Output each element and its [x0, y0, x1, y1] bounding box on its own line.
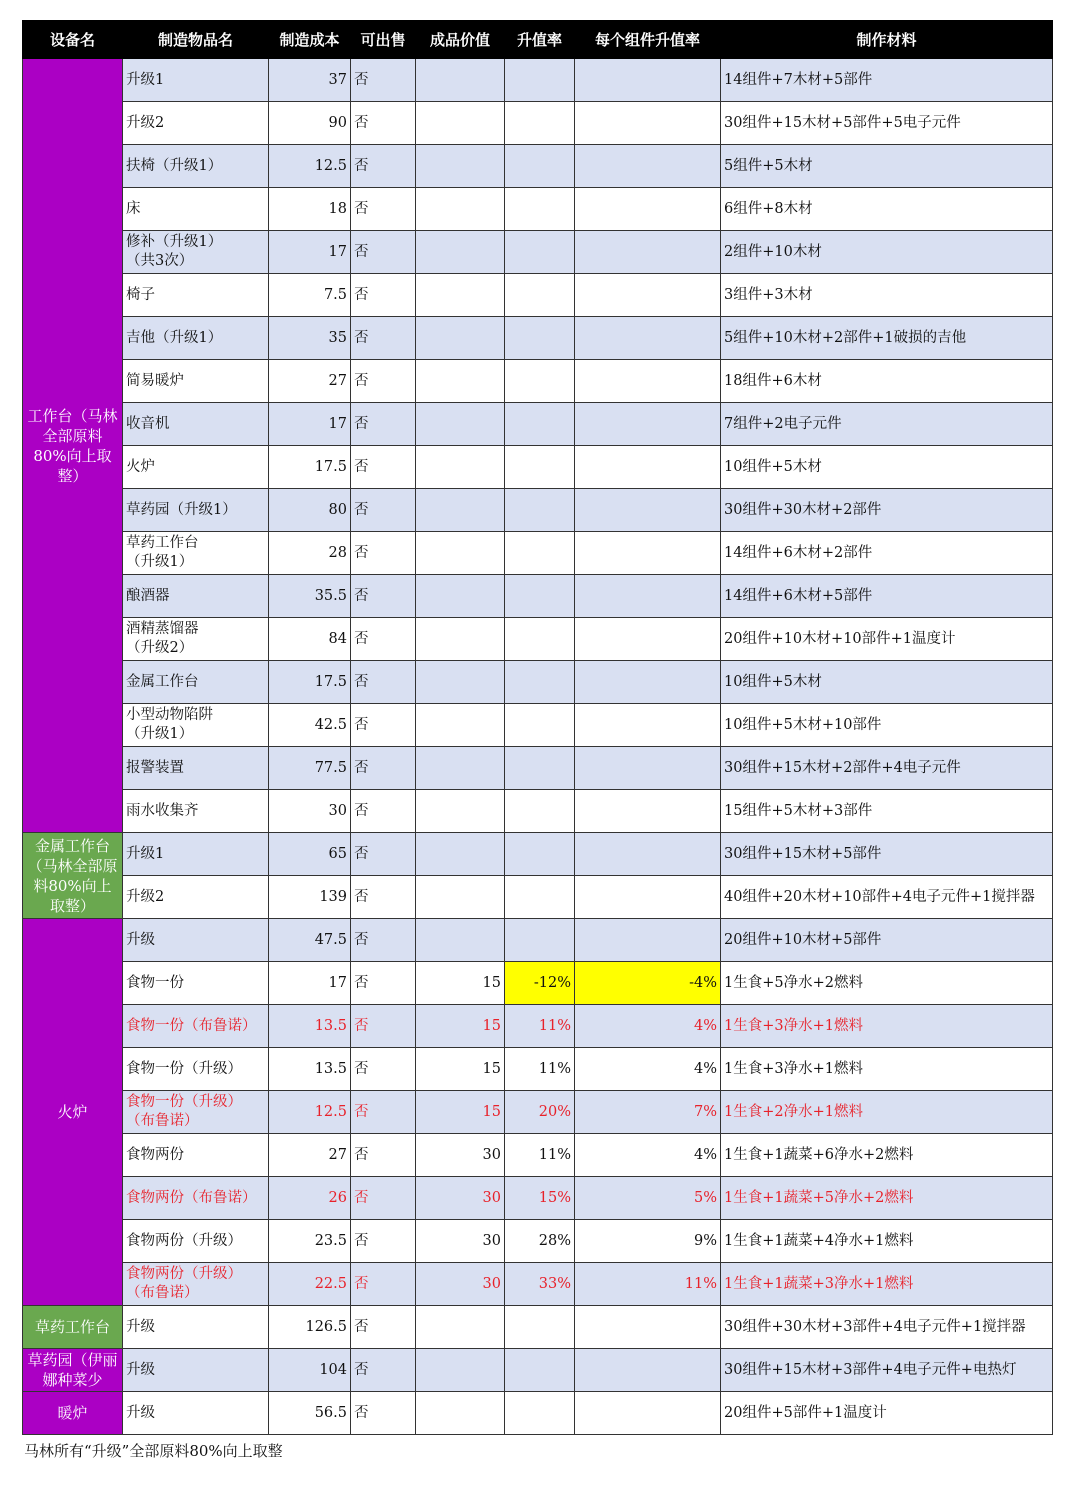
table-row: [23, 1177, 1053, 1220]
materials-cell: 1生食+1蔬菜+6净水+2燃料: [721, 1134, 1053, 1177]
sellable-cell: 否: [351, 1306, 416, 1349]
rate-cell: [505, 1306, 575, 1349]
sellable-cell: 否: [351, 618, 416, 661]
table-row: [23, 145, 1053, 188]
table-row: [23, 1091, 1053, 1134]
crafting-table-container: [22, 20, 1052, 1435]
table-row: [23, 1134, 1053, 1177]
per-component-rate-cell: 5%: [575, 1177, 721, 1220]
cost-cell: 22.5: [269, 1263, 351, 1306]
materials-cell: 3组件+3木材: [721, 274, 1053, 317]
table-row: [23, 1392, 1053, 1435]
materials-cell: 5组件+5木材: [721, 145, 1053, 188]
table-row: [23, 962, 1053, 1005]
device-group-cell: 金属工作台（马林全部原料80%向上取整）: [23, 833, 123, 919]
per-component-rate-cell: [575, 1306, 721, 1349]
header-rate: 升值率: [505, 21, 575, 59]
header-cost: 制造成本: [269, 21, 351, 59]
table-row: [23, 360, 1053, 403]
cost-cell: 42.5: [269, 704, 351, 747]
header-value: 成品价值: [416, 21, 505, 59]
cost-cell: 28: [269, 532, 351, 575]
sellable-cell: 否: [351, 317, 416, 360]
sellable-cell: 否: [351, 833, 416, 876]
table-row: [23, 747, 1053, 790]
cost-cell: 104: [269, 1349, 351, 1392]
device-group-cell: 草药园（伊丽娜种菜少: [23, 1349, 123, 1392]
item-name-cell: 升级1: [123, 59, 269, 102]
item-name-cell: 升级: [123, 1306, 269, 1349]
materials-cell: 1生食+2净水+1燃料: [721, 1091, 1053, 1134]
value-cell: [416, 360, 505, 403]
table-row: [23, 1349, 1053, 1392]
cost-cell: 13.5: [269, 1005, 351, 1048]
materials-cell: 1生食+1蔬菜+4净水+1燃料: [721, 1220, 1053, 1263]
value-cell: [416, 790, 505, 833]
crafting-table: [22, 20, 1053, 1435]
materials-cell: 2组件+10木材: [721, 231, 1053, 274]
table-row: [23, 1220, 1053, 1263]
sellable-cell: 否: [351, 403, 416, 446]
rate-cell: 11%: [505, 1048, 575, 1091]
cost-cell: 12.5: [269, 1091, 351, 1134]
value-cell: [416, 919, 505, 962]
sellable-cell: 否: [351, 145, 416, 188]
per-component-rate-cell: [575, 618, 721, 661]
value-cell: [416, 532, 505, 575]
rate-cell: [505, 661, 575, 704]
sellable-cell: 否: [351, 1048, 416, 1091]
per-component-rate-cell: [575, 446, 721, 489]
item-name-cell: 食物两份（升级） （布鲁诺）: [123, 1263, 269, 1306]
materials-cell: 14组件+7木材+5部件: [721, 59, 1053, 102]
sellable-cell: 否: [351, 962, 416, 1005]
sellable-cell: 否: [351, 446, 416, 489]
item-name-cell: 升级2: [123, 102, 269, 145]
value-cell: [416, 317, 505, 360]
sellable-cell: 否: [351, 1134, 416, 1177]
cost-cell: 13.5: [269, 1048, 351, 1091]
materials-cell: 1生食+3净水+1燃料: [721, 1048, 1053, 1091]
materials-cell: 5组件+10木材+2部件+1破损的吉他: [721, 317, 1053, 360]
per-component-rate-cell: [575, 919, 721, 962]
materials-cell: 20组件+5部件+1温度计: [721, 1392, 1053, 1435]
sellable-cell: 否: [351, 1177, 416, 1220]
rate-cell: 33%: [505, 1263, 575, 1306]
item-name-cell: 椅子: [123, 274, 269, 317]
table-row: [23, 876, 1053, 919]
value-cell: [416, 403, 505, 446]
materials-cell: 1生食+1蔬菜+3净水+1燃料: [721, 1263, 1053, 1306]
cost-cell: 37: [269, 59, 351, 102]
materials-cell: 30组件+15木材+5部件: [721, 833, 1053, 876]
cost-cell: 139: [269, 876, 351, 919]
rate-cell: -12%: [505, 962, 575, 1005]
sellable-cell: 否: [351, 59, 416, 102]
table-row: [23, 575, 1053, 618]
header-item: 制造物品名: [123, 21, 269, 59]
cost-cell: 26: [269, 1177, 351, 1220]
sellable-cell: 否: [351, 704, 416, 747]
sellable-cell: 否: [351, 919, 416, 962]
table-row: [23, 1306, 1053, 1349]
rate-cell: 15%: [505, 1177, 575, 1220]
sellable-cell: 否: [351, 575, 416, 618]
sellable-cell: 否: [351, 274, 416, 317]
rate-cell: [505, 274, 575, 317]
item-name-cell: 简易暖炉: [123, 360, 269, 403]
materials-cell: 20组件+10木材+5部件: [721, 919, 1053, 962]
per-component-rate-cell: 7%: [575, 1091, 721, 1134]
item-name-cell: 金属工作台: [123, 661, 269, 704]
per-component-rate-cell: [575, 747, 721, 790]
cost-cell: 56.5: [269, 1392, 351, 1435]
rate-cell: [505, 145, 575, 188]
per-component-rate-cell: [575, 231, 721, 274]
rate-cell: [505, 876, 575, 919]
table-row: [23, 403, 1053, 446]
per-component-rate-cell: [575, 188, 721, 231]
device-group-cell: 火炉: [23, 919, 123, 1306]
per-component-rate-cell: 4%: [575, 1134, 721, 1177]
value-cell: [416, 489, 505, 532]
materials-cell: 10组件+5木材: [721, 661, 1053, 704]
materials-cell: 7组件+2电子元件: [721, 403, 1053, 446]
sellable-cell: 否: [351, 1392, 416, 1435]
item-name-cell: 报警装置: [123, 747, 269, 790]
item-name-cell: 修补（升级1） （共3次）: [123, 231, 269, 274]
item-name-cell: 床: [123, 188, 269, 231]
value-cell: [416, 747, 505, 790]
table-row: [23, 489, 1053, 532]
table-header: [23, 21, 1053, 59]
materials-cell: 30组件+15木材+2部件+4电子元件: [721, 747, 1053, 790]
value-cell: 15: [416, 1048, 505, 1091]
sellable-cell: 否: [351, 1349, 416, 1392]
value-cell: [416, 1392, 505, 1435]
sellable-cell: 否: [351, 876, 416, 919]
sellable-cell: 否: [351, 1091, 416, 1134]
value-cell: [416, 59, 505, 102]
rate-cell: [505, 919, 575, 962]
rate-cell: [505, 188, 575, 231]
rate-cell: [505, 489, 575, 532]
materials-cell: 30组件+30木材+2部件: [721, 489, 1053, 532]
value-cell: [416, 274, 505, 317]
cost-cell: 17: [269, 231, 351, 274]
table-row: [23, 1005, 1053, 1048]
per-component-rate-cell: [575, 59, 721, 102]
rate-cell: [505, 1392, 575, 1435]
materials-cell: 14组件+6木材+5部件: [721, 575, 1053, 618]
rate-cell: [505, 790, 575, 833]
materials-cell: 1生食+3净水+1燃料: [721, 1005, 1053, 1048]
value-cell: 15: [416, 962, 505, 1005]
item-name-cell: 食物一份: [123, 962, 269, 1005]
header-per-component-rate: 每个组件升值率: [575, 21, 721, 59]
item-name-cell: 升级: [123, 919, 269, 962]
item-name-cell: 食物两份: [123, 1134, 269, 1177]
sellable-cell: 否: [351, 747, 416, 790]
materials-cell: 30组件+15木材+5部件+5电子元件: [721, 102, 1053, 145]
item-name-cell: 草药园（升级1）: [123, 489, 269, 532]
cost-cell: 30: [269, 790, 351, 833]
cost-cell: 80: [269, 489, 351, 532]
sellable-cell: 否: [351, 1220, 416, 1263]
materials-cell: 40组件+20木材+10部件+4电子元件+1搅拌器: [721, 876, 1053, 919]
rate-cell: [505, 446, 575, 489]
rate-cell: 20%: [505, 1091, 575, 1134]
device-group-cell: 暖炉: [23, 1392, 123, 1435]
cost-cell: 47.5: [269, 919, 351, 962]
value-cell: 30: [416, 1220, 505, 1263]
item-name-cell: 火炉: [123, 446, 269, 489]
per-component-rate-cell: 9%: [575, 1220, 721, 1263]
sellable-cell: 否: [351, 360, 416, 403]
cost-cell: 90: [269, 102, 351, 145]
value-cell: [416, 102, 505, 145]
value-cell: [416, 1349, 505, 1392]
item-name-cell: 食物两份（升级）: [123, 1220, 269, 1263]
table-row: [23, 919, 1053, 962]
per-component-rate-cell: [575, 317, 721, 360]
per-component-rate-cell: 4%: [575, 1048, 721, 1091]
cost-cell: 35.5: [269, 575, 351, 618]
rate-cell: [505, 833, 575, 876]
table-row: [23, 532, 1053, 575]
rate-cell: [505, 1349, 575, 1392]
value-cell: [416, 833, 505, 876]
table-body: [23, 59, 1053, 1435]
item-name-cell: 扶椅（升级1）: [123, 145, 269, 188]
value-cell: [416, 188, 505, 231]
per-component-rate-cell: [575, 833, 721, 876]
materials-cell: 18组件+6木材: [721, 360, 1053, 403]
per-component-rate-cell: [575, 1349, 721, 1392]
materials-cell: 1生食+1蔬菜+5净水+2燃料: [721, 1177, 1053, 1220]
cost-cell: 77.5: [269, 747, 351, 790]
rate-cell: [505, 231, 575, 274]
item-name-cell: 食物一份（布鲁诺）: [123, 1005, 269, 1048]
table-row: [23, 274, 1053, 317]
per-component-rate-cell: [575, 790, 721, 833]
per-component-rate-cell: [575, 360, 721, 403]
value-cell: [416, 704, 505, 747]
header-materials: 制作材料: [721, 21, 1053, 59]
item-name-cell: 雨水收集齐: [123, 790, 269, 833]
rate-cell: [505, 317, 575, 360]
cost-cell: 126.5: [269, 1306, 351, 1349]
table-row: [23, 317, 1053, 360]
materials-cell: 15组件+5木材+3部件: [721, 790, 1053, 833]
footnote: 马林所有“升级”全部原料80%向上取整: [24, 1442, 283, 1460]
sellable-cell: 否: [351, 1005, 416, 1048]
device-group-cell: 草药工作台: [23, 1306, 123, 1349]
value-cell: 15: [416, 1091, 505, 1134]
sellable-cell: 否: [351, 1263, 416, 1306]
cost-cell: 17: [269, 403, 351, 446]
rate-cell: 28%: [505, 1220, 575, 1263]
item-name-cell: 升级2: [123, 876, 269, 919]
table-row: [23, 231, 1053, 274]
item-name-cell: 酿酒器: [123, 575, 269, 618]
rate-cell: [505, 532, 575, 575]
materials-cell: 10组件+5木材+10部件: [721, 704, 1053, 747]
cost-cell: 17: [269, 962, 351, 1005]
cost-cell: 12.5: [269, 145, 351, 188]
per-component-rate-cell: [575, 876, 721, 919]
per-component-rate-cell: [575, 704, 721, 747]
rate-cell: [505, 59, 575, 102]
table-row: [23, 1263, 1053, 1306]
materials-cell: 20组件+10木材+10部件+1温度计: [721, 618, 1053, 661]
header-sellable: 可出售: [351, 21, 416, 59]
item-name-cell: 升级: [123, 1392, 269, 1435]
item-name-cell: 食物两份（布鲁诺）: [123, 1177, 269, 1220]
cost-cell: 17.5: [269, 661, 351, 704]
table-row: [23, 704, 1053, 747]
item-name-cell: 食物一份（升级）: [123, 1048, 269, 1091]
value-cell: [416, 231, 505, 274]
item-name-cell: 食物一份（升级） （布鲁诺）: [123, 1091, 269, 1134]
table-row: [23, 102, 1053, 145]
value-cell: [416, 446, 505, 489]
rate-cell: [505, 704, 575, 747]
item-name-cell: 草药工作台 （升级1）: [123, 532, 269, 575]
value-cell: [416, 575, 505, 618]
materials-cell: 14组件+6木材+2部件: [721, 532, 1053, 575]
rate-cell: [505, 403, 575, 446]
value-cell: [416, 1306, 505, 1349]
cost-cell: 27: [269, 1134, 351, 1177]
item-name-cell: 小型动物陷阱 （升级1）: [123, 704, 269, 747]
item-name-cell: 升级1: [123, 833, 269, 876]
table-row: [23, 59, 1053, 102]
rate-cell: 11%: [505, 1005, 575, 1048]
sellable-cell: 否: [351, 188, 416, 231]
per-component-rate-cell: [575, 102, 721, 145]
cost-cell: 35: [269, 317, 351, 360]
table-row: [23, 446, 1053, 489]
per-component-rate-cell: [575, 274, 721, 317]
materials-cell: 6组件+8木材: [721, 188, 1053, 231]
per-component-rate-cell: 4%: [575, 1005, 721, 1048]
cost-cell: 27: [269, 360, 351, 403]
cost-cell: 84: [269, 618, 351, 661]
per-component-rate-cell: -4%: [575, 962, 721, 1005]
per-component-rate-cell: [575, 575, 721, 618]
table-row: [23, 618, 1053, 661]
per-component-rate-cell: [575, 145, 721, 188]
value-cell: [416, 618, 505, 661]
value-cell: [416, 876, 505, 919]
cost-cell: 65: [269, 833, 351, 876]
per-component-rate-cell: [575, 489, 721, 532]
cost-cell: 23.5: [269, 1220, 351, 1263]
rate-cell: [505, 575, 575, 618]
value-cell: 15: [416, 1005, 505, 1048]
rate-cell: [505, 618, 575, 661]
rate-cell: [505, 747, 575, 790]
table-row: [23, 188, 1053, 231]
value-cell: 30: [416, 1177, 505, 1220]
per-component-rate-cell: 11%: [575, 1263, 721, 1306]
sellable-cell: 否: [351, 532, 416, 575]
cost-cell: 7.5: [269, 274, 351, 317]
rate-cell: [505, 102, 575, 145]
value-cell: [416, 661, 505, 704]
table-row: [23, 790, 1053, 833]
header-device: 设备名: [23, 21, 123, 59]
table-row: [23, 1048, 1053, 1091]
item-name-cell: 酒精蒸馏器 （升级2）: [123, 618, 269, 661]
sellable-cell: 否: [351, 661, 416, 704]
sellable-cell: 否: [351, 231, 416, 274]
materials-cell: 30组件+15木材+3部件+4电子元件+电热灯: [721, 1349, 1053, 1392]
cost-cell: 17.5: [269, 446, 351, 489]
value-cell: 30: [416, 1263, 505, 1306]
item-name-cell: 收音机: [123, 403, 269, 446]
device-group-cell: 工作台（马林全部原料80%向上取整）: [23, 59, 123, 833]
materials-cell: 10组件+5木材: [721, 446, 1053, 489]
header-row: [23, 21, 1053, 59]
per-component-rate-cell: [575, 403, 721, 446]
item-name-cell: 吉他（升级1）: [123, 317, 269, 360]
materials-cell: 30组件+30木材+3部件+4电子元件+1搅拌器: [721, 1306, 1053, 1349]
value-cell: 30: [416, 1134, 505, 1177]
table-row: [23, 833, 1053, 876]
sellable-cell: 否: [351, 102, 416, 145]
materials-cell: 1生食+5净水+2燃料: [721, 962, 1053, 1005]
table-row: [23, 661, 1053, 704]
per-component-rate-cell: [575, 1392, 721, 1435]
rate-cell: [505, 360, 575, 403]
rate-cell: 11%: [505, 1134, 575, 1177]
cost-cell: 18: [269, 188, 351, 231]
item-name-cell: 升级: [123, 1349, 269, 1392]
per-component-rate-cell: [575, 532, 721, 575]
value-cell: [416, 145, 505, 188]
sellable-cell: 否: [351, 489, 416, 532]
sellable-cell: 否: [351, 790, 416, 833]
per-component-rate-cell: [575, 661, 721, 704]
